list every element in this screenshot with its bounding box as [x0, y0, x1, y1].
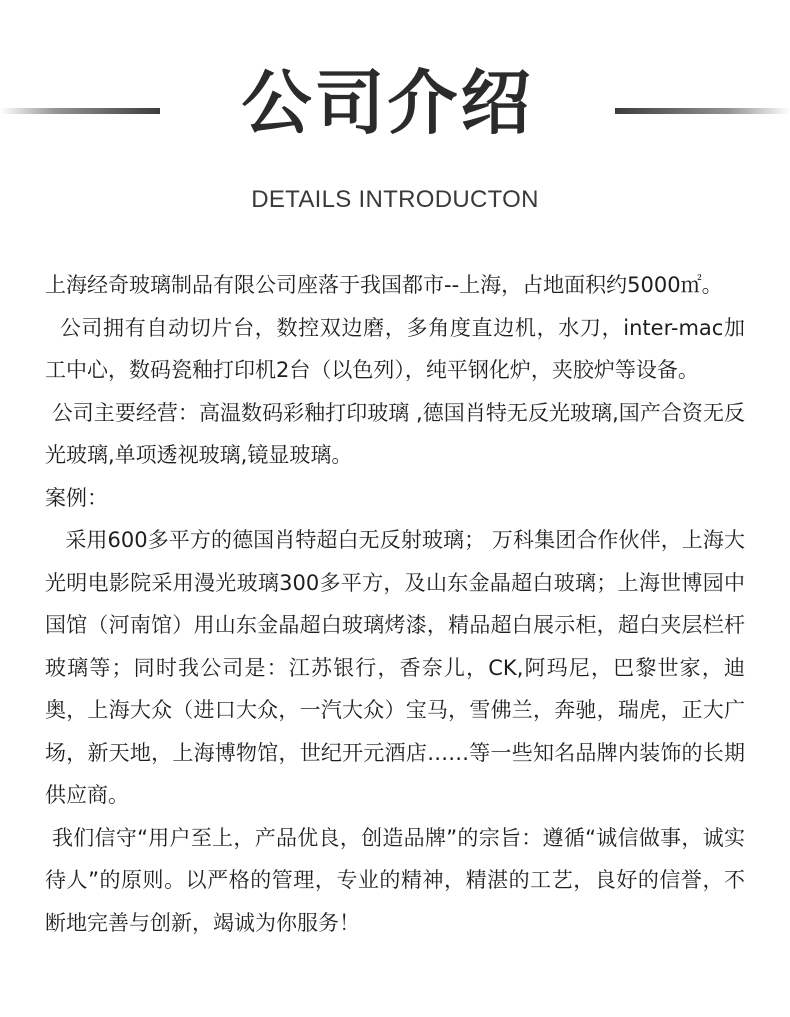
header-banner: [0, 0, 790, 240]
paragraph-equipment: 公司拥有自动切片台，数控双边磨，多角度直边机，水刀，inter-mac加工中心，数码瓷釉打印机2台（以色列），纯平钢化炉，夹胶炉等设备。: [45, 315, 745, 382]
paragraph-cases-heading: 案例：: [45, 485, 108, 510]
page-subtitle: DETAILS INTRODUCTON: [251, 186, 539, 213]
paragraph-motto: 我们信守“用户至上，产品优良，创造品牌”的宗旨：遵循“诚信做事，诚实待人”的原则。以严格的管理，专业的精神，精湛的工艺，良好的信誉，不断地完善与创新，竭诚为你服务！: [45, 825, 745, 935]
page-title: 公司介绍: [241, 62, 534, 144]
left-divider-line: [0, 108, 160, 114]
company-description: [45, 264, 745, 944]
paragraph-cases: 采用600多平方的德国肖特超白无反射玻璃； 万科集团合作伙伴，上海大光明电影院采用漫光玻璃300多平方，及山东金晶超白玻璃；上海世博园中国馆（河南馆）用山东金晶超白玻璃烤漆，精品超白展示柜，超白夹层栏杆玻璃等；同时我公司是：江苏银行，香奈儿，CK,阿玛尼，巴黎世家，迪奥，上海大众（进口大众，一汽大众）宝马，雪佛兰，奔驰，瑞虎，正大广场，新天地，上海博物馆，世纪开元酒店……等一些知名品牌内装饰的长期供应商。: [45, 528, 745, 807]
right-divider-line: [615, 108, 790, 114]
paragraph-business: 公司主要经营：高温数码彩釉打印玻璃 ,德国肖特无反光玻璃,国产合资无反光玻璃,单项透视玻璃,镜显玻璃。: [45, 400, 745, 467]
paragraph-overview: 上海经奇玻璃制品有限公司座落于我国都市--上海，占地面积约5000㎡。: [45, 273, 723, 297]
